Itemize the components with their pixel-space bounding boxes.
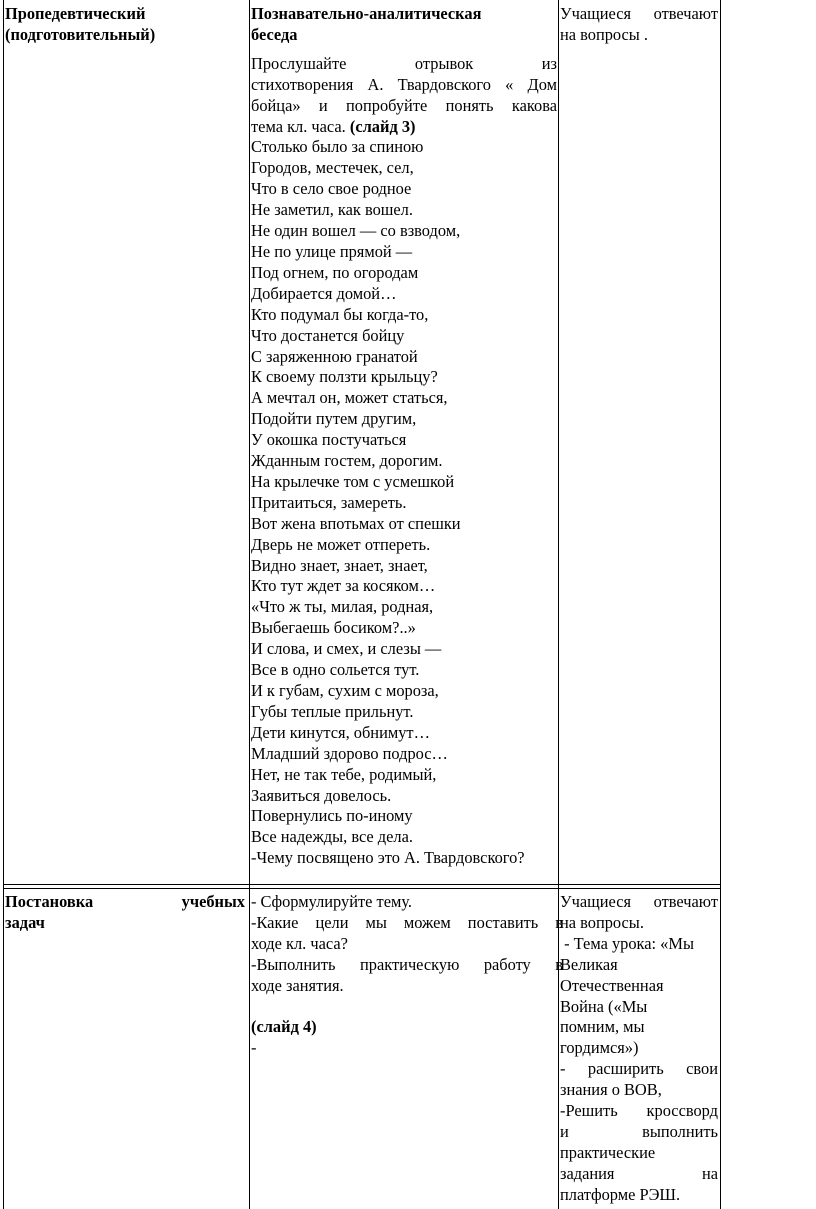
students-line: платформе РЭШ. [560,1184,681,1204]
poem-line: Не по улице прямой — [251,241,413,261]
students-line: -Решить кроссворд [560,1101,718,1121]
paragraph-gap [251,46,557,54]
poem-line: Нет, не так тебе, родимый, [251,764,437,784]
students-line: Великая [560,954,618,974]
teacher-line: ходе занятия. [251,975,344,995]
poem-line: Добирается домой… [251,283,397,303]
students-line: - Тема урока: «Мы [560,933,694,953]
teacher-line: - Сформулируйте тему. [251,892,412,911]
poem-line: Дверь не может отпереть. [251,534,431,554]
intro-last-line [251,117,557,138]
intro-line: стихотворения А. Твардовского « Дом [251,74,557,94]
poem-line: И к губам, сухим с мороза, [251,681,439,700]
teacher-line: ходе кл. часа? [251,933,348,953]
poem-line: У окошка постучаться [251,430,407,450]
poem-line: Выбегаешь босиком?..» [251,618,416,638]
poem-line: Не заметил, как вошел. [251,200,413,220]
stage-title-line: (подготовительный) [5,24,156,44]
students-line: на вопросы . [560,24,649,44]
students-activity-cell-row2 [560,892,718,1206]
poem-line: Заявиться довелось. [251,785,392,805]
slide-reference: (слайд 4) [251,1017,317,1037]
teacher-activity-cell-row2 [251,892,563,1059]
poem-line: И слова, и смех, и слезы — [251,639,442,659]
poem-line: Подойти путем другим, [251,409,417,429]
intro-last-text: тема кл. часа. [251,116,350,136]
poem-line: С заряженною гранатой [251,346,418,366]
poem-line: К своему ползти крыльцу? [251,367,438,387]
table-row-divider [3,884,721,885]
poem-line: Кто подумал бы когда-то, [251,304,429,324]
students-line: Учащиеся отвечают [560,4,718,23]
stage-title-line: Пропедевтический [5,4,146,23]
method-title-line: беседа [251,24,298,44]
stage-title-line: Постановка учебных [5,892,245,911]
poem-line: Притаиться, замереть. [251,492,407,512]
poem-line: Не один вошел — со взводом, [251,221,461,241]
slide-reference: (слайд 3) [349,116,416,136]
poem-line: «Что ж ты, милая, родная, [251,597,434,617]
students-line: практические [560,1142,656,1162]
students-line: гордимся») [560,1038,639,1058]
students-activity-cell-row1 [560,4,718,46]
students-line: Отечественная [560,975,664,995]
poem-line: -Чему посвящено это А. Твардовского? [251,848,525,868]
students-line: помним, мы [560,1017,645,1037]
teacher-line-dash: - [251,1038,257,1058]
stage-title-line: задач [5,912,45,932]
poem-line: Кто тут ждет за косяком… [251,576,436,596]
students-line: на вопросы. [560,912,644,932]
students-line: и выполнить [560,1121,718,1141]
stage-cell-propaedeutic [5,4,245,46]
table-row-divider-inner [3,888,721,889]
poem-line: Все в одно сольется тут. [251,660,420,680]
poem-line: Дети кинутся, обнимут… [251,722,430,742]
poem-line: Что в село свое родное [251,179,412,199]
poem-excerpt [251,137,557,869]
method-title-line: Познавательно-аналитическая [251,4,482,23]
poem-line: Городов, местечек, сел, [251,158,414,178]
students-line: Учащиеся отвечают [560,892,718,911]
poem-line: Младший здорово подрос… [251,743,448,763]
teacher-line: -Выполнить практическую работу в [251,954,563,974]
poem-line: Все надежды, все дела. [251,827,413,847]
poem-line: Столько было за спиною [251,137,424,157]
poem-line: Вот жена впотьмах от спешки [251,513,461,533]
paragraph-gap [251,997,563,1018]
teacher-activity-cell-row1 [251,4,557,869]
students-line: знания о ВОВ, [560,1080,662,1100]
poem-line: Что достанется бойцу [251,325,405,345]
intro-line: бойца» и попробуйте понять какова [251,95,557,115]
table-divider-col1 [249,0,250,1209]
students-line: - расширить свои [560,1059,718,1079]
poem-line: Губы теплые прильнут. [251,701,414,721]
intro-line: Прослушайте отрывок из [251,53,557,73]
poem-line: На крылечке том с усмешкой [251,471,455,491]
students-line: задания на [560,1163,718,1183]
poem-line: Жданным гостем, дорогим. [251,451,443,471]
table-border-right [720,0,721,1209]
stage-cell-task-setting [5,892,245,934]
table-border-left [3,0,4,1209]
poem-line: Повернулись по-иному [251,806,413,826]
teacher-line: -Какие цели мы можем поставить в [251,912,563,932]
poem-line: А мечтал он, может статься, [251,388,448,408]
poem-line: Под огнем, по огородам [251,262,419,282]
poem-line: Видно знает, знает, знает, [251,555,428,575]
students-line: Война («Мы [560,996,648,1016]
